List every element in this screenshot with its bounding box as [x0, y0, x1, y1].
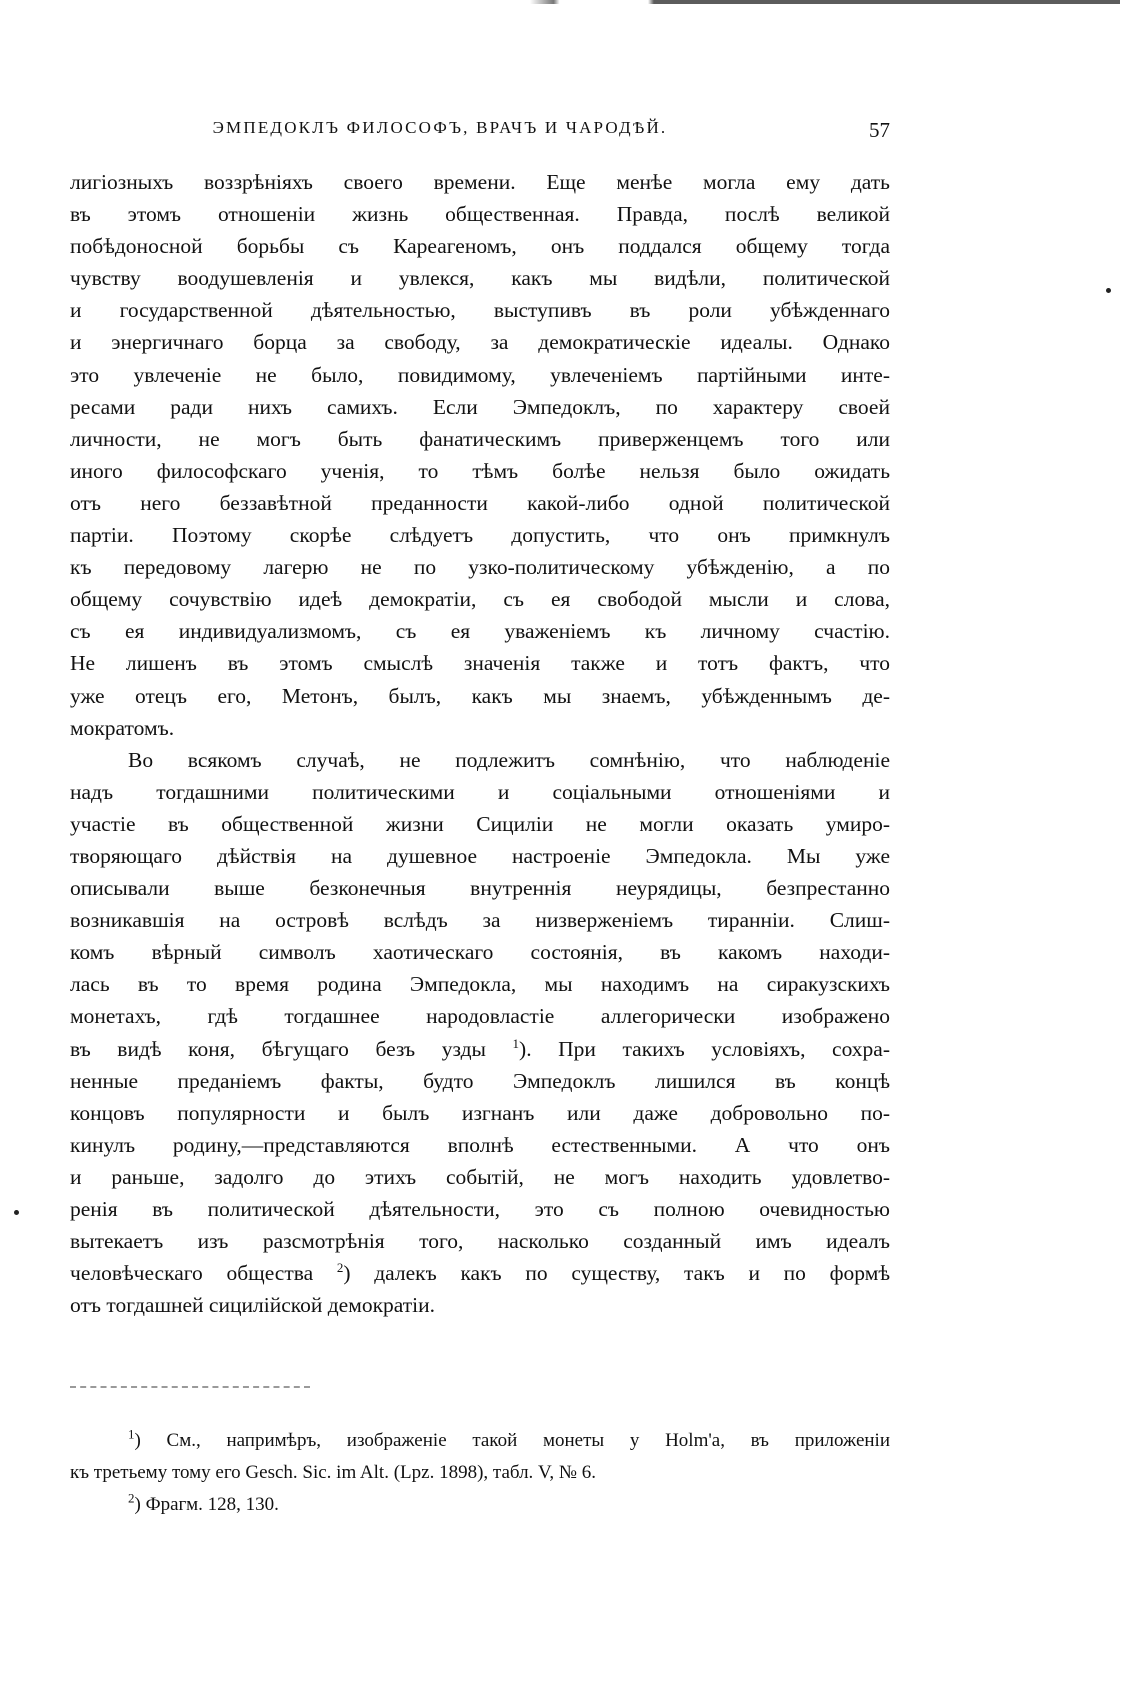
text-fragment: ). При такихъ условіяхъ, сохра- [519, 1036, 890, 1061]
text-line: въ этомъ отношеніи жизнь общественная. Правда, послѣ великой [70, 202, 890, 227]
footnote-marker: 1 [128, 1426, 135, 1442]
text-line: и раньше, задолго до этихъ событій, не могъ находить удовлетво- [70, 1164, 890, 1189]
footnotes [70, 1425, 890, 1521]
text-line: описывали выше безконечныя внутреннія неурядицы, безпрестанно [70, 876, 890, 901]
text-line: кинулъ родину,—представляются вполнѣ естественными. А что онъ [70, 1132, 890, 1157]
text-line: лигіозныхъ воззрѣніяхъ своего времени. Еще менѣе могла ему дать [70, 170, 890, 194]
text-line: надъ тогдашними политическими и соціальными отношеніями и [70, 779, 890, 804]
footnote-1 [70, 1425, 890, 1457]
main-text [70, 166, 890, 1321]
text-line: партіи. Поэтому скорѣе слѣдуетъ допустить, что онъ примкнулъ [70, 523, 890, 548]
text-line: общему сочувствію идеѣ демократіи, съ ея свободой мысли и слова, [70, 587, 890, 612]
text-line: иного философскаго ученія, то тѣмъ болѣе нельзя было ожидать [70, 458, 890, 483]
text-line: лась въ то время родина Эмпедокла, мы находимъ на сиракузскихъ [70, 972, 890, 997]
text-line: ненные преданіемъ факты, будто Эмпедоклъ лишился въ концѣ [70, 1068, 890, 1093]
text-line: монетахъ, гдѣ тогдашнее народовластіе аллегорически изображено [70, 1004, 890, 1029]
text-line: Не лишенъ въ этомъ смыслѣ значенія также и тотъ фактъ, что [70, 651, 890, 676]
text-line: участіе въ общественной жизни Сициліи не могли оказать умиро- [70, 811, 890, 836]
text-line: отъ него беззавѣтной преданности какой-либо одной политической [70, 490, 890, 515]
text-line: съ ея индивидуализмомъ, съ ея уваженіемъ къ личному счастію. [70, 619, 890, 644]
text-line: мократомъ. [70, 715, 175, 740]
text-line: творяющаго дѣйствія на душевное настроеніе Эмпедокла. Мы уже [70, 843, 890, 868]
text-line: возникавшія на островѣ вслѣдъ за низверженіемъ тиранніи. Слиш- [70, 908, 890, 933]
text-fragment: въ видѣ коня, бѣгущаго безъ узды [70, 1036, 486, 1061]
footnote-ref-1[interactable]: 1 [512, 1035, 520, 1051]
text-line: это увлеченіе не было, повидимому, увлеченіемъ партійными инте- [70, 362, 890, 387]
text-line: отъ тогдашней сицилійской демократіи. [70, 1293, 435, 1318]
text-line: Во всякомъ случаѣ, не подлежитъ сомнѣнію, что наблюденіе [128, 747, 890, 772]
footnote-ref-2[interactable]: 2 [336, 1260, 344, 1276]
text-fragment: человѣческаго общества [70, 1261, 314, 1286]
text-line: чувству воодушевленія и увлекся, какъ мы видѣли, политической [70, 266, 890, 291]
scan-edge-mark [530, 0, 1120, 4]
paragraph-1 [70, 166, 890, 744]
text-line: личности, не могъ быть фанатическимъ приверженцемъ того или [70, 426, 890, 451]
text-line-with-footnote [70, 1257, 890, 1289]
text-line: ренія въ политической дѣятельности, это съ полною очевидностью [70, 1197, 890, 1221]
footnote-text: ) Фрагм. 128, 130. [134, 1494, 279, 1515]
text-line: концовъ популярности и былъ изгнанъ или даже добровольно по- [70, 1100, 890, 1125]
footnote-1-continuation: къ третьему тому его Gesch. Sic. im Alt. (Lpz. 1898), табл. V, № 6. [70, 1462, 596, 1483]
text-line: къ передовому лагерю не по узко-политическому убѣжденію, а по [70, 555, 890, 580]
footnote-separator [70, 1386, 310, 1388]
text-line: ресами ради нихъ самихъ. Если Эмпедоклъ, по характеру своей [70, 394, 890, 419]
text-line: вытекаетъ изъ разсмотрѣнія того, насколько созданный имъ идеалъ [70, 1229, 890, 1254]
footnote-marker: 2 [128, 1490, 135, 1506]
paragraph-2 [70, 744, 890, 1322]
text-line: и государственной дѣятельностью, выступивъ въ роли убѣжденнаго [70, 298, 890, 323]
margin-speck [14, 1210, 19, 1215]
running-title: ЭМПЕДОКЛЪ ФИЛОСОФЪ, ВРАЧЪ И ЧАРОДѢЙ. [212, 118, 668, 137]
page-number: 57 [869, 118, 890, 142]
text-line: и энергичнаго борца за свободу, за демократическіе идеалы. Однако [70, 330, 890, 355]
footnote-text: ) См., напримѣръ, изображеніе такой монеты у Holm'a, въ приложеніи [134, 1430, 890, 1451]
text-line: комъ вѣрный символъ хаотическаго состоянія, въ какомъ находи- [70, 940, 890, 965]
text-line: уже отецъ его, Метонъ, былъ, какъ мы знаемъ, убѣжденнымъ де- [70, 683, 890, 708]
text-line: побѣдоносной борьбы съ Кареагеномъ, онъ поддался общему тогда [70, 234, 890, 259]
text-line-with-footnote [70, 1033, 890, 1065]
text-fragment: ) далекъ какъ по существу, такъ и по формѣ [343, 1261, 890, 1286]
margin-speck [1106, 288, 1111, 293]
page-header [70, 118, 890, 146]
footnote-2 [70, 1489, 890, 1521]
